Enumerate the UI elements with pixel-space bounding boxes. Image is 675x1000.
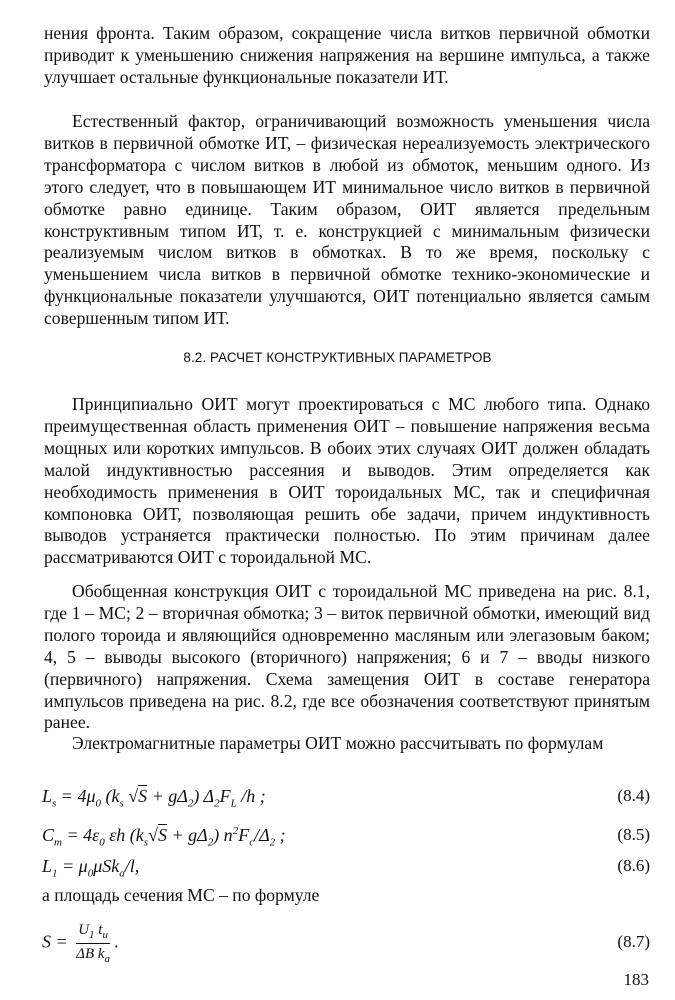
equation-8-6-expression: $L_1 = \mu_0\mu Sk_a/l$, [42,856,140,880]
equation-8-5-number: (8.5) [617,825,650,844]
equation-8-6-number: (8.6) [617,856,650,875]
paragraph-continuation: нения фронта. Таким образом, сокращение числа витков первичной обмотки приводит к уменьшению снижения напряжения на вершине импульса, а также улучшает остальные функциональные показатели ИТ. [44,23,650,87]
paragraph-formulas-intro: Электромагнитные параметры ОИТ можно рассчитывать по формулам [72,733,604,753]
equation-8-7-number: (8.7) [617,932,650,951]
equation-8-4-expression: $L_s = 4\mu_0$ ($k_s$ $√S + g\Delta_2$) $\Delta_2F_L$ /h ; [42,786,266,810]
section-heading: 8.2. РАСЧЕТ КОНСТРУКТИВНЫХ ПАРАМЕТРОВ [183,350,492,365]
equation-8-7-expression: S = $\frac{U_1 t_и}{\Delta B k_a}$ . [42,922,120,965]
paragraph-natural-factor: Естественный фактор, ограничивающий возможность уменьшения числа витков в первичной обмотке ИТ, – физическая нереализуемость электрического трансформатора с числом витков в любой из обмоток, меньшим одного. Из этого следует, что в повышающем ИТ минимальное число витков в первичной обмотке равно единице. Таким образом, ОИТ является предельным конструктивным типом ИТ, т. е. конструкцией с минимальным физически реализуемым числом витков в обмотках. В то же время, поскольку с уменьшением числа витков в первичной обмотке технико-экономические и функциональные показатели улучшаются, ОИТ потенциально является самым совершенным типом ИТ. [44,111,650,329]
paragraph-area-formula-intro: а площадь сечения МС – по формуле [42,885,320,905]
paragraph-construction: Обобщенная конструкция ОИТ с тороидальной МС приведена на рис. 8.1, где 1 – МС; 2 – вторичная обмотка; 3 – виток первичной обмотки, имеющий вид полого тороида и являющийся одновременно масляным или элегазовым баком; 4, 5 – выводы высокого (вторичного) напряжения; 6 и 7 – вводы низкого (первичного) напряжения. Схема замещения ОИТ в составе генератора импульсов приведена на рис. 8.2, где все обозначения соответствуют принятым ранее. [44,581,650,733]
equation-8-6 [42,856,650,884]
equation-8-5-expression: $C_т = 4\varepsilon_0$ εh $(k_s√S + g\Delta_2)$ $n^2F_c/\Delta_2$ ; [42,825,286,849]
paragraph-principle: Принципиально ОИТ могут проектироваться с МС любого типа. Однако преимущественная область применения ОИТ – повышение напряжения весьма мощных или коротких импульсов. В обоих этих случаях ОИТ должен обладать малой индуктивностью рассеяния и выводов. Этим определяется как необходимость применения в ОИТ тороидальных МС, так и специфичная компоновка ОИТ, позволяющая решить обе задачи, причем индуктивность выводов устраняется практически полностью. По этим причинам далее рассматриваются ОИТ с тороидальной МС. [44,394,650,568]
equation-8-7 [42,922,650,966]
equation-8-4 [42,786,650,814]
page-number: 183 [623,970,649,989]
equation-8-4-number: (8.4) [617,786,650,805]
equation-8-5 [42,825,650,853]
